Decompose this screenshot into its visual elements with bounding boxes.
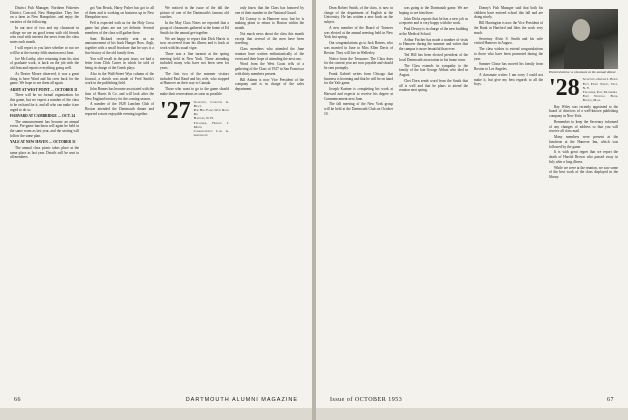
paragraph: Arthur Fischer has made a number of visits to Hanover during the summer and writes that the campus is more beautiful than ever. (399, 37, 468, 52)
paragraph: There was a fine turnout at the spring meeting held in New York. Those attending included many who have not been seen for years. (160, 51, 229, 70)
paragraph: Secretary Alvin S. Smith and his wife visited Hanover in August. (474, 36, 543, 46)
class-number: '28 (549, 75, 580, 102)
paragraph: Those who want to go to the game should make their reservations as soon as possible. (160, 87, 229, 96)
paragraph: The Class extends its sympathy to the family of the late George Abbott who died in August. (399, 63, 468, 78)
paragraph: It is with great regret that we report the death of Harold Brown who passed away in July after a long illness. (549, 150, 618, 164)
paragraph: Many members were present at the luncheon at the Hanover Inn, which was followed by the game. (549, 135, 618, 149)
officer-line: Treasurer, Paul M. Grimes (582, 89, 617, 94)
paragraph: Bill Adams is now Vice President of the company and is in charge of the sales department. (235, 77, 304, 92)
paragraph: We noticed in the issue of the fall the picture of one of the Dartmouth's famous old coaches. (160, 6, 229, 20)
officer-line: Correspondent: Carl G. Greenbaum (193, 129, 229, 138)
photo-figure-face (572, 19, 590, 41)
right-page-columns (324, 6, 618, 392)
officer-line: Secretary, Carleton G. Beach (193, 99, 229, 108)
paragraph: We are happy to report that Dick Harris is now recovered from his illness and is back at work with his usual vigor. (160, 36, 229, 50)
paragraph: Sam Rickard recently sent us an announcement of his book Hanger Bros. Argh, together with a small brochure that he says is a fine history of the old family firm. (85, 36, 154, 55)
left-page-footer (0, 392, 312, 408)
paragraph: Paul Dewey is in charge of the new building at the Medical School. (399, 27, 468, 36)
paragraph: A classmate writes: I am sorry I could not make it, but give my best regards to all the boys. (474, 73, 543, 87)
paragraph: Ray Wiley was recently appointed to the board of directors of a well-known publishing company in New York. (549, 104, 618, 118)
paragraph: Frank Gabriel writes from Chicago that business is booming and that he will be on hand for the Yale game. (324, 71, 393, 86)
paragraph: In the May Class Notes we reported that a group of classmates gathered at the home of Ed Smith for the annual get-together. (160, 21, 229, 35)
left-page-columns (10, 6, 304, 392)
officer-line: First National Bank, Boston, Mass. (582, 94, 618, 103)
paragraph: Pell is expected with us for the Holy Cross game but plans are not yet definite. Several members of the class will gather there. (85, 21, 154, 35)
paragraph: Also in the Wall-Street Wyn column of the Journal, a sketch was made of Fred Smith's work in the publishing field. (85, 71, 154, 86)
paragraph: The fall meeting of the New York group will be held at the Dartmouth Club on October 10. (324, 102, 393, 116)
paragraph: Sumner Chase has moved his family from Boston to Los Angeles. (474, 62, 543, 72)
paragraph: Class members who attended the June reunion have written enthusiastically of the event and their hope of attending the next one. (235, 47, 304, 61)
left-column-1 (10, 6, 79, 392)
paragraph: I will report to you later whether or not we will be at the twenty-fifth reunion next June. (10, 46, 79, 55)
class-officers (583, 77, 618, 102)
left-column-2 (85, 6, 154, 392)
paragraph: The announcement has become an annual event. Pre-game luncheon will again be held in the same room as last year, and the seating will follow the same plan. (10, 119, 79, 138)
paragraph: As Dexter Moore observed, it was a great thing to have Ward and his crew back for the game. We hope to see them all again. (10, 71, 79, 86)
paragraph: Word from the West Coast tells of a gathering of the Class of 1927 in San Francisco with thirty members present. (235, 62, 304, 76)
paragraph: Donny's Fish Manager said that both his children have entered school this fall and are doing nicely. (474, 6, 543, 20)
paragraph: In our nice of two and my classmate in college we are on good terms with old friends who read with interest the news from the class notes each month. (10, 26, 79, 45)
paragraph: While we were at the reunion, we saw some of the best work of the class displayed in the library. (549, 165, 618, 180)
paragraph: District Fish Manager, Northern Fisheries District, Concord, New Hampshire. They live on a farm in New Hampshire, and enjoy the varieties of the following: (10, 6, 79, 25)
photo-caption: Pictured above: a classmate at the annual dinner. (549, 70, 617, 74)
paragraph: Joe McCarthy, after returning from his stint of graduate work, is back on the job with the old firm and reports everything going well. (10, 56, 79, 70)
left-column-4 (235, 6, 304, 392)
paragraph: A number of the 1928 Lunchen Club of Boston attended the Dartmouth dinner and reported a most enjoyable evening together. (85, 102, 154, 116)
right-column-3 (474, 6, 543, 392)
paragraph: was going to the Dartmouth game. We are hoping to see him there. (399, 6, 468, 15)
class-number: '27 (160, 97, 191, 124)
right-column-1 (324, 6, 393, 392)
officer-line: Hanover, N. H. (193, 116, 214, 121)
right-column-4 (549, 6, 618, 392)
publication-name: DARTMOUTH ALUMNI MAGAZINE (185, 397, 298, 403)
paragraph: The first two of the summer visitors included Paul Rand and his wife, who stopped at Hanover on their way to Canada. (160, 71, 229, 86)
paragraph: Not much news about the class this month except that several of the men have been traveling. (235, 31, 304, 46)
paragraph: A new member of the Board of Trustees was elected at the annual meeting held in New York last spring. (324, 26, 393, 40)
class-section-header (160, 97, 229, 138)
issue-date: Issue of OCTOBER 1953 (330, 397, 403, 403)
paragraph: Bill Harrington is now the Vice President of the Bank in Hartford and likes the work very much. (474, 21, 543, 35)
section-heading: ARMY AT WEST POINT — OCTOBER 31 (10, 87, 78, 92)
page-number: 67 (607, 397, 614, 403)
right-page-footer (316, 392, 628, 408)
classmate-photo (549, 9, 618, 69)
section-heading: YALE AT NEW HAVEN — OCTOBER 31 (10, 139, 76, 144)
paragraph: John Dicks reports that he has a new job as a reporter and is very happy with the work. (399, 16, 468, 26)
right-column-2 (399, 6, 468, 392)
officer-line: Fifty Front Street, Troy, N. Y. (582, 81, 618, 90)
officer-line: Pine Hill Farm, West River Rd. (193, 108, 229, 117)
paragraph: The annual class picnic takes place at the same place as last year. Details will be sent to all members. (10, 145, 79, 160)
paragraph: Ed Conroy is in Hanover now, but he is making plans to return to Boston within the month. (235, 16, 304, 30)
paragraph: There will be no formal organization for this game, but we expect a number of the class to be on hand for it, and all who can make it are urged to do so. (10, 93, 79, 112)
paragraph: Chet Dorn sends word from the South that all is well and that he plans to attend the reunion next spring. (399, 78, 468, 93)
officer-line: Secretary, Osmond J. Bodge (582, 77, 618, 82)
left-column-3 (160, 6, 229, 392)
paragraph: Our congratulations go to Jack Barnes, who was married in June to Miss Ellen Davis of Boston. They will live in Wellesley. (324, 41, 393, 55)
paragraph: only know that the Class has honored by one of their number in the National Guard. (235, 6, 304, 15)
paragraph: Joseph Kastner is completing his work at Harvard and expects to receive his degree at Commencement next June. (324, 87, 393, 101)
officer-line: Treasurer, Harold J. Meyer (193, 120, 229, 129)
paragraph: Notice from the Treasurer: The Class dues for the current year are now payable and should be sent promptly. (324, 56, 393, 70)
left-page (0, 0, 312, 408)
paragraph: Dean Robert Smith, of the class, is now in charge of the department of English at the University. He has written a new book on the subject. (324, 6, 393, 25)
paragraph: John Barnes has become associated with the firm of Harris & Co. and will look after the New England territory for the coming season. (85, 87, 154, 101)
section-heading: HARVARD AT CAMBRIDGE — OCT. 24 (10, 113, 76, 118)
paragraph: The class wishes to extend congratulations to those who have been promoted during the year. (474, 47, 543, 61)
paragraph: Remember to keep the Secretary informed of any changes of address so that you will receive all class mail. (549, 119, 618, 134)
page-number: 66 (14, 397, 21, 403)
paragraph: You will recall in the past issue, we had a letter from Dick Carter in which he told of being in charge of the Greek plays. (85, 56, 154, 70)
paragraph: got Van Beuck, Harry Fisher has got to all of them and is working on business up in New Hampshire now. (85, 6, 154, 20)
right-page (316, 0, 628, 408)
paragraph: Ted Hill has been elected president of the local Dartmouth association in his home town. (399, 53, 468, 62)
class-section-header (549, 77, 618, 102)
photo-figure-body (564, 39, 604, 69)
class-officers (194, 100, 229, 138)
